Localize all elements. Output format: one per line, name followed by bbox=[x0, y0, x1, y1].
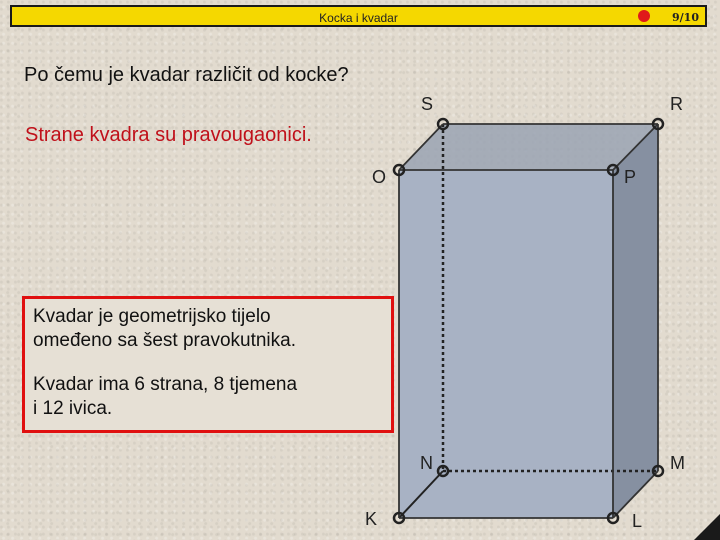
vertex-label-r: R bbox=[670, 94, 683, 114]
question-text: Po čemu je kvadar različit od kocke? bbox=[24, 64, 349, 86]
definition-box bbox=[22, 296, 394, 433]
definition-line-1: Kvadar je geometrijsko tijelo bbox=[33, 306, 271, 327]
vertex-label-s: S bbox=[421, 94, 434, 114]
definition-line-2: omeđeno sa šest pravokutnika. bbox=[33, 330, 296, 351]
page-counter: 9/10 bbox=[672, 11, 699, 24]
definition-line-4: i 12 ivica. bbox=[33, 398, 113, 419]
vertex-label-l: L bbox=[632, 511, 643, 531]
statement-text: Strane kvadra su pravougaonici. bbox=[25, 124, 312, 146]
definition-line-3: Kvadar ima 6 strana, 8 tjemena bbox=[33, 374, 298, 395]
vertex-label-n: N bbox=[420, 453, 433, 473]
vertex-label-p: P bbox=[624, 167, 637, 187]
vertex-label-o: O bbox=[372, 167, 387, 187]
vertex-label-m: M bbox=[670, 453, 685, 473]
vertex-label-k: K bbox=[365, 509, 378, 529]
slide-title: Kocka i kvadar bbox=[319, 11, 398, 25]
page-corner-icon bbox=[694, 514, 720, 540]
